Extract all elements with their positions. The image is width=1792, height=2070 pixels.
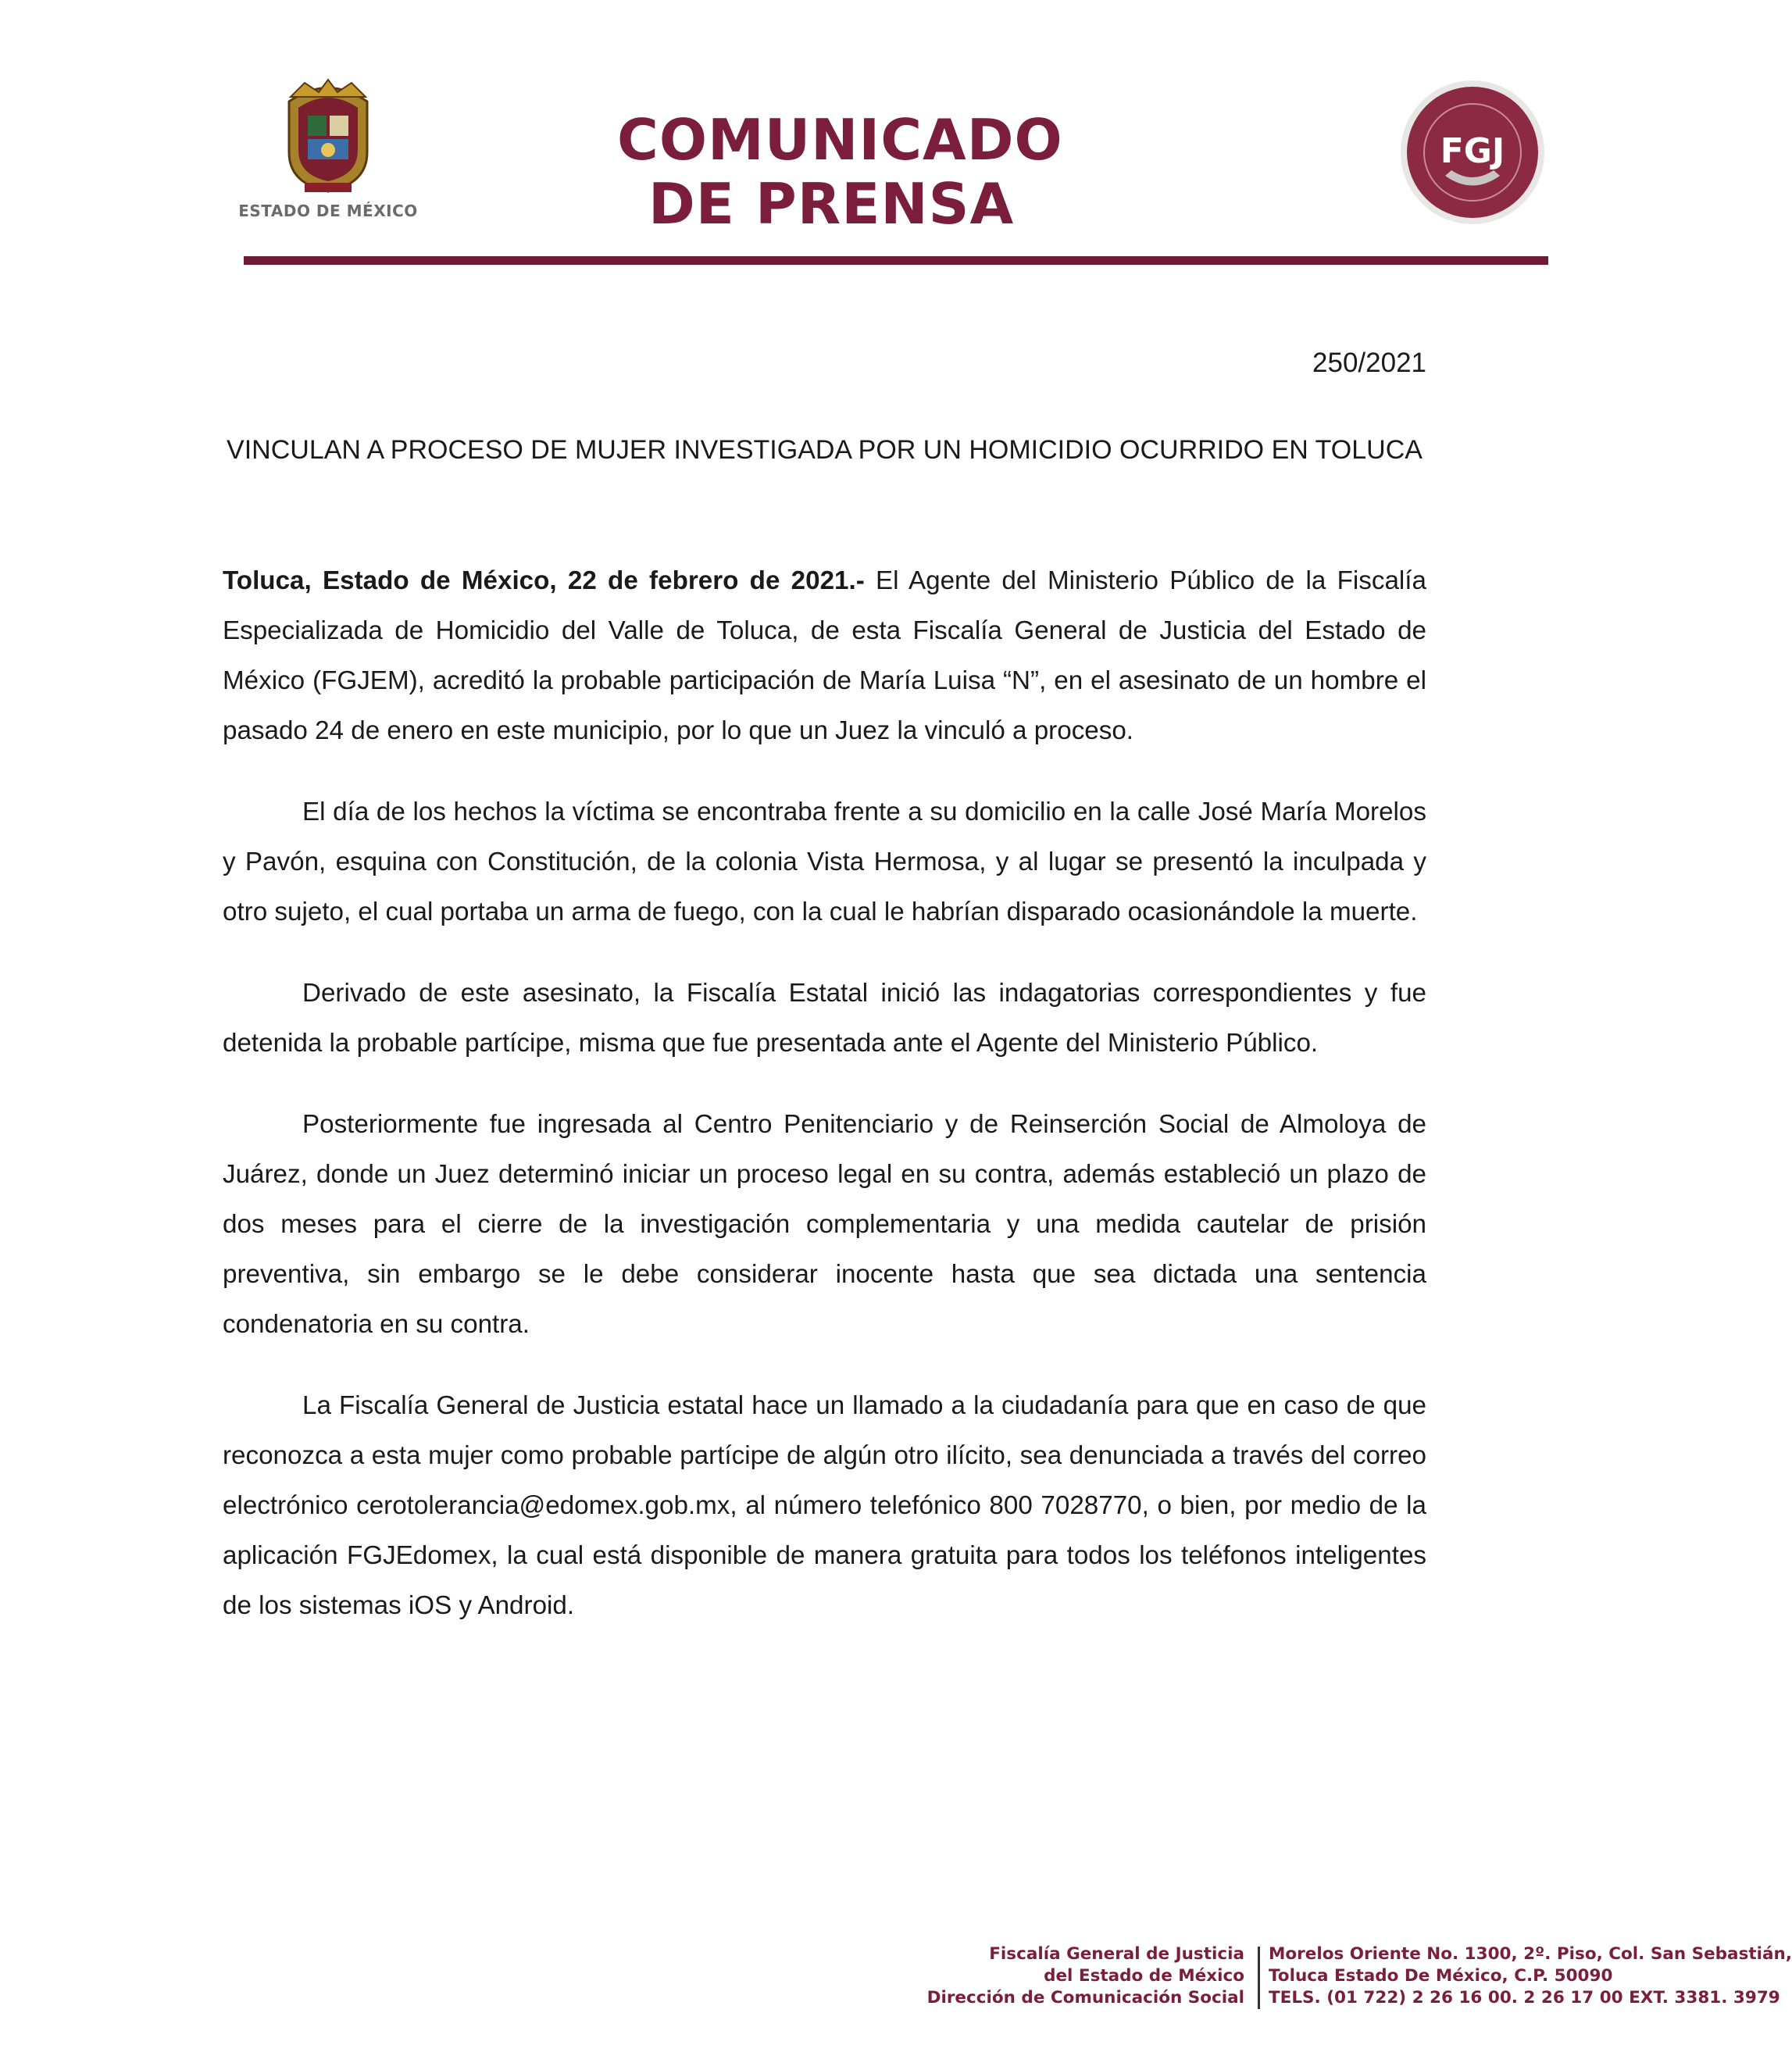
footer-address-line-2: Toluca Estado De México, C.P. 50090 [1269,1966,1613,1986]
paragraph-5: La Fiscalía General de Justicia estatal hace un llamado a la ciudadanía para que en caso de que reconozca a esta mujer como probable partícipe de algún otro ilícito, sea denunciada a través del correo electrónico cerotolerancia@edomex.gob.mx, al número telefónico 800 7028770, o bien, por medio de la aplicación FGJEdomex, la cual está disponible de manera gratuita para todos los teléfonos inteligentes de los sistemas iOS y Android. [223,1391,1426,1620]
footer-org-line-2: del Estado de México [1044,1966,1244,1986]
title-line-2: DE PRENSA [648,171,1015,237]
press-release-title [617,108,1180,236]
state-coat-of-arms [234,78,422,227]
fgj-seal-icon [1398,78,1547,227]
title-line-1: COMUNICADO [617,107,1063,173]
paragraph-4: Posteriormente fue ingresada al Centro Penitenciario y de Reinserción Social de Almoloya de Juárez, donde un Juez determinó iniciar un proceso legal en su contra, además estableció un plazo de dos meses para el cierre de la investigación complementaria y una medida cautelar de prisión preventiva, sin embargo se le debe considerar inocente hasta que sea dictada una sentencia condenatoria en su contra. [223,1110,1426,1339]
paragraph-3: Derivado de este asesinato, la Fiscalía Estatal inició las indagatorias correspondientes y fue detenida la probable partícipe, misma que fue presentada ante el Agente del Ministerio Público. [223,979,1426,1058]
state-name: ESTADO DE MÉXICO [238,202,418,220]
footer-org-line-3: Dirección de Comunicación Social [926,1988,1244,2008]
headline: VINCULAN A PROCESO DE MUJER INVESTIGADA POR UN HOMICIDIO OCURRIDO EN TOLUCA [227,435,1423,465]
footer [437,1943,1792,2014]
paragraph-1-text: El Agente del Ministerio Público de la Fiscalía Especializada de Homicidio del Valle de Toluca, de esta Fiscalía General de Justicia del Estado de México (FGJEM), acreditó la probable participación de María Luisa “N”, en el asesinato de un hombre el pasado 24 de enero en este municipio, por lo que un Juez la vinculó a proceso. [223,566,1426,745]
footer-address-line-1: Morelos Oriente No. 1300, 2º. Piso, Col. San Sebastián, [1269,1944,1792,1964]
release-number: 250/2021 [1312,348,1426,378]
footer-organization [927,1943,1244,2009]
paragraph-2: El día de los hechos la víctima se encontraba frente a su domicilio en la calle José María Morelos y Pavón, esquina con Constitución, de la colonia Vista Hermosa, y al lugar se presentó la inculpada y otro sujeto, el cual portaba un arma de fuego, con la cual le habrían disparado ocasionándole la muerte. [223,798,1426,926]
footer-divider [1258,1947,1260,2009]
coat-of-arms-icon [273,78,383,195]
seal-text: FGJ [1440,131,1505,171]
dateline: Toluca, Estado de México, 22 de febrero de 2021.- [223,566,865,595]
release-body [223,556,1426,1662]
footer-address [1269,1943,1792,2009]
footer-org-line-1: Fiscalía General de Justicia [989,1944,1244,1964]
letterhead [0,0,1600,269]
header-divider [244,256,1548,265]
footer-address-line-3: TELS. (01 722) 2 26 16 00. 2 26 17 00 EXT. 3381. 3979 [1269,1988,1780,2008]
paragraph-1 [223,556,1426,756]
